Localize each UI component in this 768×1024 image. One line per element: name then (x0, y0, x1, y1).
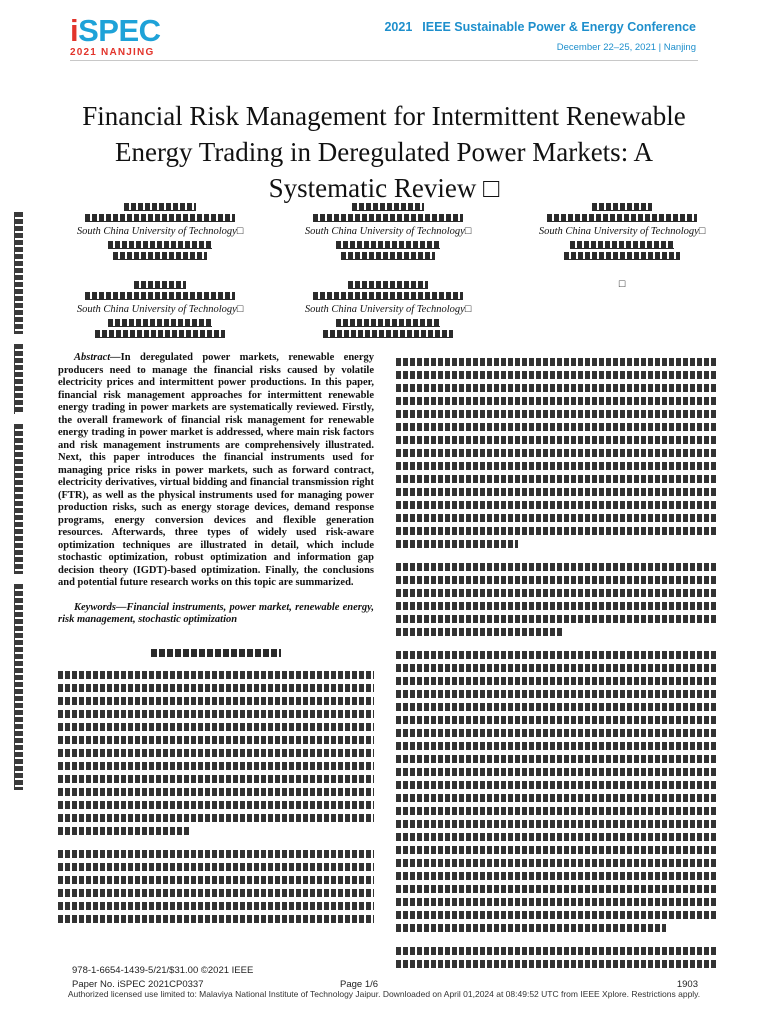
author-email (564, 252, 680, 260)
keywords (58, 602, 374, 627)
footer-paper-number: Paper No. iSPEC 2021CP0337 (72, 979, 204, 990)
author-name (592, 203, 652, 211)
author-block-2 (288, 200, 488, 263)
conference-name: IEEE Sustainable Power & Energy Conference (422, 20, 696, 34)
author-city (336, 241, 440, 249)
section-heading-introduction (58, 649, 374, 662)
author-block-4 (60, 278, 260, 341)
author-name (352, 203, 424, 211)
introduction-body (58, 671, 374, 923)
logo-wordmark: iSPEC (70, 13, 161, 48)
author-dept (85, 214, 235, 222)
keywords-label: Keywords— (74, 601, 127, 613)
author-email (95, 330, 225, 338)
author-block-3 (522, 200, 722, 263)
footer-page-number: 1903 (676, 979, 698, 990)
author-email (341, 252, 435, 260)
margin-text-strip (14, 212, 24, 790)
footer-page-indicator: Page 1/6 (340, 979, 379, 990)
author-block-1 (60, 200, 260, 263)
conference-dates: December 22–25, 2021 | Nanjing (556, 42, 696, 53)
author-affiliation: South China University of Technology□ (304, 226, 472, 237)
author-city (570, 241, 674, 249)
author-city (108, 319, 212, 327)
author-affiliation: South China University of Technology□ (76, 304, 244, 315)
author-name (348, 281, 428, 289)
author-block-5 (288, 278, 488, 341)
abstract (58, 352, 374, 590)
keywords-text: Financial instruments, power market, renewable energy, risk management, stochastic optimization (58, 601, 374, 625)
author-affiliation: South China University of Technology□ (304, 304, 472, 315)
conference-logo (70, 13, 161, 58)
paper-title: Financial Risk Management for Intermittent Renewable Energy Trading in Deregulated Power Markets: A Systematic Review □ (82, 101, 686, 204)
author-name (124, 203, 196, 211)
author-affiliation: South China University of Technology□ (76, 226, 244, 237)
abstract-label: Abstract— (74, 352, 121, 363)
author-name (134, 281, 186, 289)
author-email (323, 330, 453, 338)
author-dept (313, 292, 463, 300)
author-block-6-placeholder: □ (618, 279, 626, 290)
author-dept (313, 214, 463, 222)
left-column (58, 352, 374, 928)
author-dept (85, 292, 235, 300)
author-affiliation: South China University of Technology□ (538, 226, 706, 237)
license-notice: Authorized licensed use limited to: Malaviya National Institute of Technology Jaipur. Downloaded on April 01,2024 at 08:49:52 UTC from IEEE Xplore. Restrictions apply. (67, 989, 701, 999)
conference-title (384, 20, 696, 34)
author-city (336, 319, 440, 327)
header-divider (70, 60, 698, 61)
author-city (108, 241, 212, 249)
footer-isbn: 978-1-6654-1439-5/21/$31.00 ©2021 IEEE (72, 965, 254, 976)
abstract-text: In deregulated power markets, renewable energy producers need to manage the financial risks caused by volatile electricity prices and intermittent power productions. In this paper, financial risk management approaches for intermittent renewable energy trading in power markets are systematically reviewed. Firstly, the overall framework of financial risk management for renewable energy trading in power market is addressed, where main risk factors and risk management instruments are comprehensively illustrated. Next, this paper introduces the financial instruments used for managing price risks in power markets, such as forward contract, electricity derivatives, virtual bidding and financial transmission right (FTR), as well as the physical instruments used for managing power production risks, such as energy storage devices, demand response programs, energy conversion devices and flexible generation resources. Afterwards, three types of widely used risk-aware optimization techniques are illustrated in detail, which include stochastic optimization, robust optimization and information gap decision theory (IGDT)-based optimization. Finally, the conclusions and potential future research works on this topic are summarized. (58, 352, 374, 588)
author-dept (547, 214, 697, 222)
conference-year: 2021 (384, 20, 413, 34)
author-email (113, 252, 207, 260)
logo-subtitle: 2021 NANJING (70, 47, 155, 58)
right-column (396, 358, 718, 973)
